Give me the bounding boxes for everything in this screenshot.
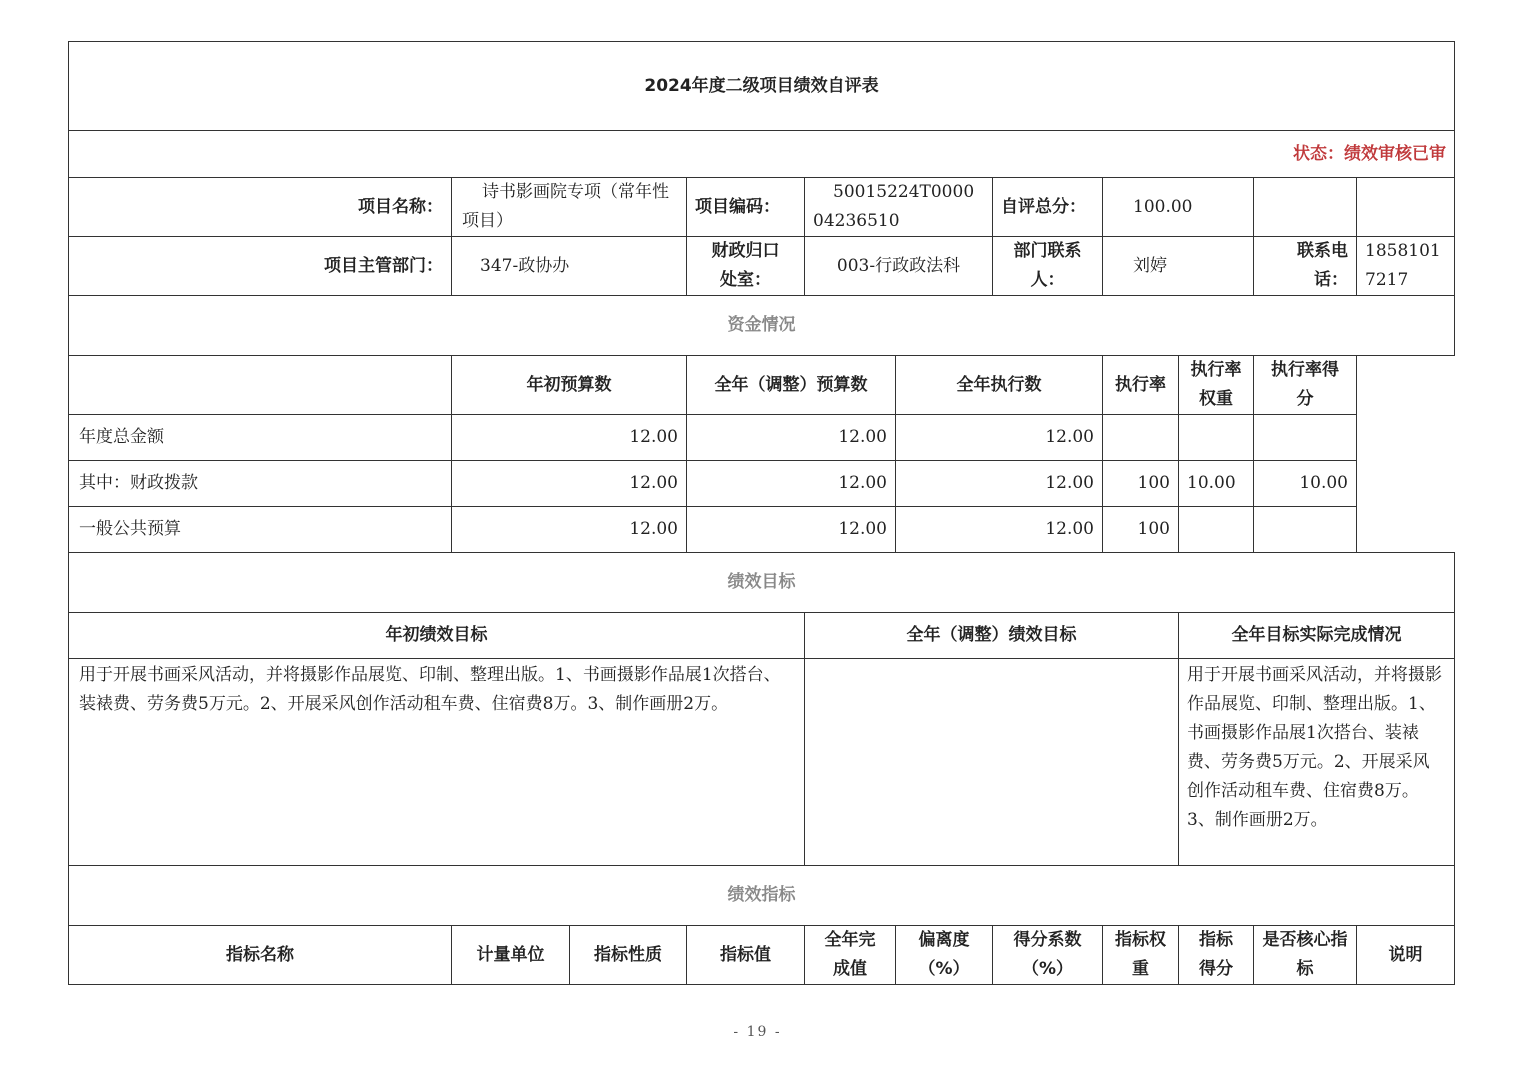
funds-cell: 12.00 [452,415,687,461]
phone-label: 联系电话： [1254,237,1357,296]
indicator-header-name: 指标名称 [69,926,452,985]
funds-cell: 12.00 [896,507,1103,553]
self-score-label: 自评总分： [993,178,1103,237]
dept-value: 347-政协办 [452,237,687,296]
goals-actual-text: 用于开展书画采风活动，并将摄影作品展览、印制、整理出版。1、书画摄影作品展1次搭台、装裱费、劳务费5万元。2、开展采风创作活动租车费、住宿费8万。3、制作画册2万。 [1179,659,1455,866]
project-code-value: 50015224T000004236510 [805,178,993,237]
page-number: - 19 - [733,1024,782,1040]
contact-person-label: 部门联系人： [993,237,1103,296]
funds-cell: 12.00 [687,507,896,553]
funds-section-title: 资金情况 [69,296,1455,356]
table-row [69,461,1455,507]
funds-row-label: 一般公共预算 [69,507,452,553]
project-code-label: 项目编码： [687,178,805,237]
funds-header-rate-score: 执行率得分 [1254,356,1357,415]
funds-header-rate-weight: 执行率权重 [1179,356,1254,415]
indicator-header-note: 说明 [1357,926,1455,985]
finance-office-value: 003-行政政法科 [805,237,993,296]
empty-cell [1357,178,1455,237]
funds-header-rate: 执行率 [1103,356,1179,415]
funds-cell: 12.00 [452,507,687,553]
indicator-header-coefficient: 得分系数（%） [993,926,1103,985]
performance-form [68,41,1455,985]
funds-cell: 10.00 [1179,461,1254,507]
dept-label: 项目主管部门： [69,237,452,296]
funds-cell: 12.00 [687,415,896,461]
form-title: 2024年度二级项目绩效自评表 [69,42,1455,131]
funds-cell: 12.00 [896,461,1103,507]
contact-person-value: 刘婷 [1103,237,1254,296]
indicator-header-completed: 全年完成值 [805,926,896,985]
goals-header-actual: 全年目标实际完成情况 [1179,613,1455,659]
funds-cell: 12.00 [452,461,687,507]
project-name-value: 诗书影画院专项（常年性项目） [452,178,687,237]
indicator-header-weight: 指标权重 [1103,926,1179,985]
self-score-value: 100.00 [1103,178,1254,237]
funds-cell: 100 [1103,461,1179,507]
funds-cell [1103,415,1179,461]
empty-cell [1254,178,1357,237]
project-name-label: 项目名称： [69,178,452,237]
goals-adjusted-text [805,659,1179,866]
goals-header-initial: 年初绩效目标 [69,613,805,659]
indicators-section-title: 绩效指标 [69,866,1455,926]
indicator-header-value: 指标值 [687,926,805,985]
goals-section-title: 绩效目标 [69,553,1455,613]
table-row [69,415,1455,461]
funds-header-initial-budget: 年初预算数 [452,356,687,415]
funds-cell [1254,507,1357,553]
status-badge: 状态：绩效审核已审 [69,131,1455,178]
indicator-header-unit: 计量单位 [452,926,570,985]
funds-cell [1254,415,1357,461]
funds-header-blank [69,356,452,415]
funds-cell [1179,507,1254,553]
funds-row-label: 其中：财政拨款 [69,461,452,507]
funds-cell [1179,415,1254,461]
table-row [69,507,1455,553]
funds-header-adjusted-budget: 全年（调整）预算数 [687,356,896,415]
phone-value: 18581017217 [1357,237,1455,296]
finance-office-label: 财政归口处室： [687,237,805,296]
funds-row-label: 年度总金额 [69,415,452,461]
indicator-header-deviation: 偏离度（%） [896,926,993,985]
indicator-header-score: 指标得分 [1179,926,1254,985]
indicator-header-nature: 指标性质 [570,926,687,985]
funds-cell: 12.00 [896,415,1103,461]
indicator-header-core: 是否核心指标 [1254,926,1357,985]
funds-cell: 100 [1103,507,1179,553]
funds-cell: 12.00 [687,461,896,507]
goals-initial-text: 用于开展书画采风活动，并将摄影作品展览、印制、整理出版。1、书画摄影作品展1次搭台、装裱费、劳务费5万元。2、开展采风创作活动租车费、住宿费8万。3、制作画册2万。 [69,659,805,866]
funds-cell: 10.00 [1254,461,1357,507]
goals-header-adjusted: 全年（调整）绩效目标 [805,613,1179,659]
funds-header-executed: 全年执行数 [896,356,1103,415]
